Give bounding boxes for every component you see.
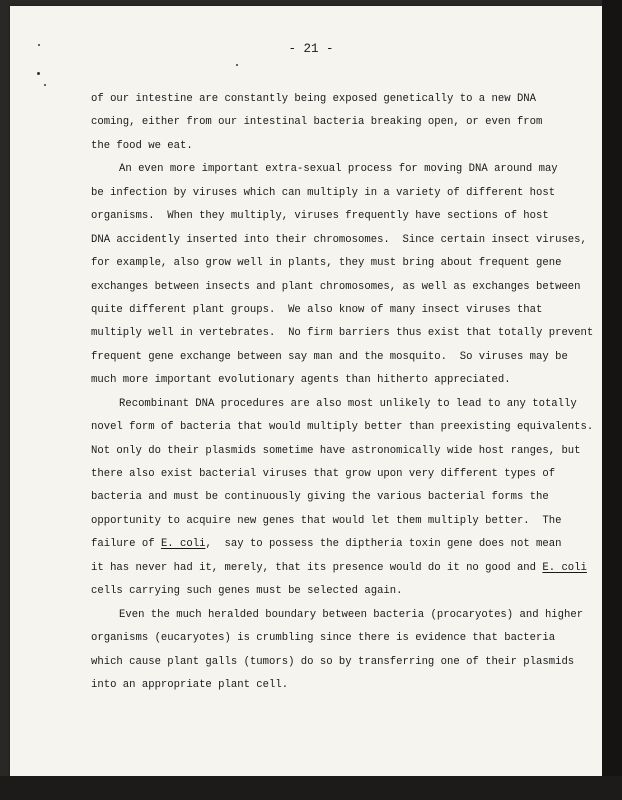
text-segment: much more important evolutionary agents than hitherto appreciated.	[91, 374, 511, 387]
text-line	[91, 651, 575, 674]
text-segment: failure of	[91, 538, 161, 551]
text-segment: it has never had it, merely, that its presence would do it no good and	[91, 561, 543, 574]
text-segment: coming, either from our intestinal bacteria breaking open, or even from	[91, 116, 543, 129]
text-line	[91, 346, 568, 369]
text-segment: Even the much heralded boundary between bacteria (procaryotes) and higher	[119, 608, 584, 621]
body-text	[91, 88, 594, 697]
text-segment: novel form of bacteria that would multiply better than preexisting equivalents.	[91, 421, 594, 434]
text-segment: , say to possess the diptheria toxin gene does not mean	[205, 538, 562, 551]
text-segment: An even more important extra-sexual process for moving DNA around may	[119, 163, 558, 176]
speck	[236, 64, 238, 66]
text-segment: quite different plant groups. We also know of many insect viruses that	[91, 303, 543, 316]
scanner-edge-bottom	[0, 776, 622, 800]
text-segment: organisms (eucaryotes) is crumbling since there is evidence that bacteria	[91, 632, 556, 645]
text-line	[91, 135, 561, 158]
text-line	[91, 299, 561, 322]
text-segment: for example, also grow well in plants, they must bring about frequent gene	[91, 257, 562, 270]
text-line	[91, 276, 581, 299]
species-name: E. coli	[160, 538, 206, 551]
text-line	[91, 627, 561, 650]
text-line	[91, 580, 561, 603]
text-line	[91, 557, 587, 580]
text-segment: cells carrying such genes must be selected again.	[91, 585, 403, 598]
text-line	[91, 252, 561, 275]
page-number: - 21 -	[288, 42, 334, 56]
speck	[37, 72, 40, 75]
text-line	[91, 229, 587, 252]
paragraph	[91, 158, 594, 392]
text-line	[91, 463, 561, 486]
text-segment: be infection by viruses which can multiply in a variety of different host	[91, 186, 556, 199]
text-line	[91, 416, 594, 439]
text-segment: the food we eat.	[91, 139, 193, 152]
text-segment: opportunity to acquire new genes that would let them multiply better. The	[91, 514, 562, 527]
scanner-edge-right	[602, 0, 622, 800]
text-segment: frequent gene exchange between say man and the mosquito. So viruses may be	[91, 350, 568, 363]
text-segment: of our intestine are constantly being exposed genetically to a new DNA	[91, 93, 537, 105]
text-segment: bacteria and must be continuously giving the various bacterial forms the	[91, 491, 549, 504]
text-segment: multiply well in vertebrates. No firm barriers thus exist that totally prevent	[91, 327, 594, 340]
text-segment: DNA accidently inserted into their chromosomes. Since certain insect viruses,	[91, 233, 587, 246]
text-segment: exchanges between insects and plant chromosomes, as well as exchanges between	[91, 280, 581, 293]
species-name: E. coli	[542, 561, 587, 574]
text-segment: organisms. When they multiply, viruses frequently have sections of host	[91, 210, 549, 223]
text-segment: Recombinant DNA procedures are also most unlikely to lead to any totally	[119, 397, 577, 410]
paragraph	[91, 393, 594, 604]
text-line	[91, 486, 561, 509]
speck	[44, 84, 46, 86]
text-line	[91, 111, 561, 134]
text-segment: there also exist bacterial viruses that grow upon very different types of	[91, 468, 556, 480]
text-line	[91, 205, 561, 228]
text-segment: which cause plant galls (tumors) do so by transferring one of their plasmids	[91, 655, 575, 668]
text-segment: Not only do their plasmids sometime have astronomically wide host ranges, but	[91, 444, 581, 457]
text-line	[91, 604, 584, 627]
text-line	[91, 182, 561, 205]
text-line	[91, 369, 561, 392]
text-line	[91, 88, 561, 111]
paragraph	[91, 604, 584, 698]
text-line	[91, 158, 561, 181]
text-segment: into an appropriate plant cell.	[91, 678, 289, 691]
text-line	[91, 510, 561, 533]
text-line	[91, 393, 577, 416]
text-line	[91, 440, 581, 463]
text-line	[91, 533, 561, 556]
text-line	[91, 674, 561, 697]
text-line	[91, 322, 594, 345]
paragraph	[91, 88, 561, 158]
